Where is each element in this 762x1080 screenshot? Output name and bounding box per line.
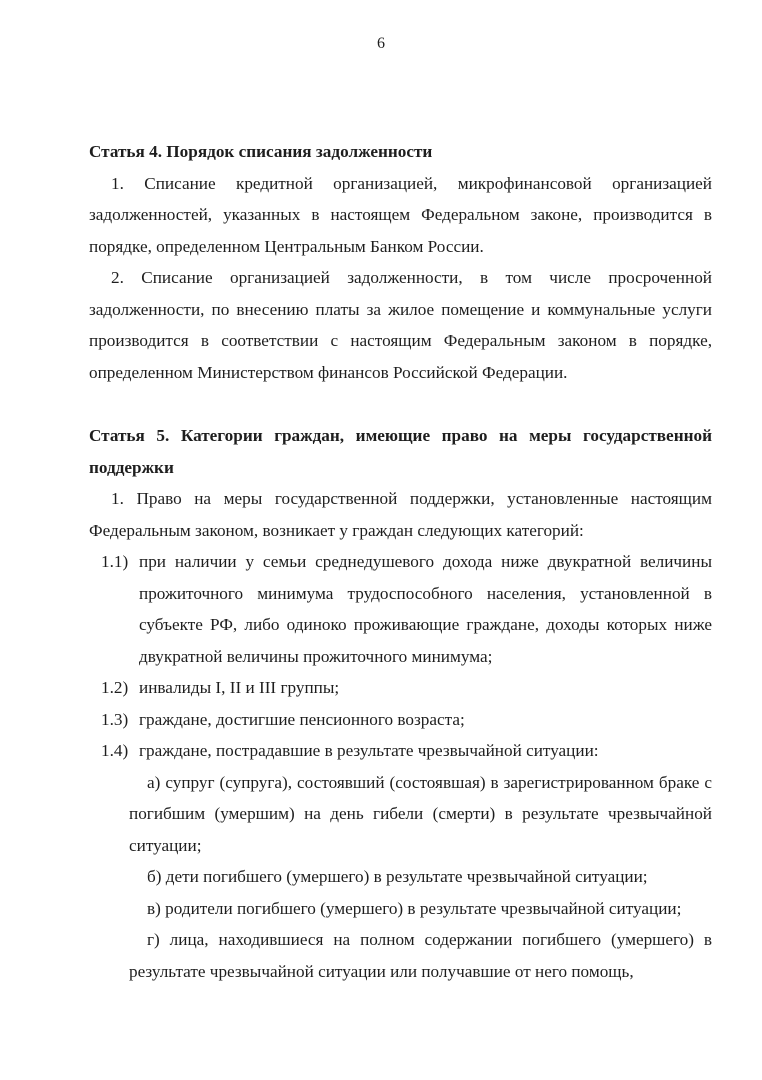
sub-item-b: б) дети погибшего (умершего) в результате чрезвычайной ситуации; [147, 867, 648, 886]
sub-item-a: а) супруг (супруга), состоявший (состоявшая) в зарегистрированном браке с погибшим (умершим) на день гибели (смерти) в результате чрезвычайной ситуации; [129, 772, 712, 855]
page-number: 6 [377, 35, 385, 52]
section-spacer [89, 388, 712, 420]
list-item-number: 1.4) [101, 741, 129, 760]
article-4-heading: Статья 4. Порядок списания задолженности [89, 142, 433, 161]
article-5 [89, 420, 712, 987]
list-item-number: 1.2) [101, 678, 129, 697]
article-4 [89, 136, 712, 388]
list-item-number: 1.3) [101, 709, 129, 729]
document-body [89, 136, 712, 987]
list-item-text: граждане, достигшие пенсионного возраста; [139, 709, 465, 729]
article-5-heading: Статья 5. Категории граждан, имеющие право на меры государственной поддержки [89, 426, 712, 477]
article-4-paragraph-2: 2. Списание организацией задолженности, в том числе просроченной задолженности, по внесению платы за жилое помещение и коммунальные услуги производится в соответствии с настоящим Федеральным законом в порядке, определенном Министерством финансов Российской Федерации. [89, 268, 712, 382]
list-item [89, 672, 712, 704]
list-item [89, 735, 712, 767]
list-item [89, 704, 712, 736]
list-item-text: граждане, пострадавшие в результате чрезвычайной ситуации: [139, 741, 599, 760]
article-5-intro: 1. Право на меры государственной поддержки, установленные настоящим Федеральным законом, возникает у граждан следующих категорий: [89, 489, 712, 540]
list-item-text: инвалиды I, II и III группы; [139, 678, 340, 697]
sub-item-g: г) лица, находившиеся на полном содержании погибшего (умершего) в результате чрезвычайной ситуации или получавшие от него помощь, [129, 930, 712, 981]
list-item [89, 546, 712, 672]
list-item-text: при наличии у семьи среднедушевого дохода ниже двукратной величины прожиточного минимума трудоспособного населения, установленной в субъекте РФ, либо одиноко проживающие граждане, доходы которых ниже двукратной величины прожиточного минимума; [139, 552, 712, 666]
sub-item-v: в) родители погибшего (умершего) в результате чрезвычайной ситуации; [147, 898, 682, 918]
list-item-number: 1.1) [101, 552, 129, 571]
article-4-paragraph-1: 1. Списание кредитной организацией, микрофинансовой организацией задолженностей, указанных в настоящем Федеральном законе, производится в порядке, определенном Центральным Банком России. [89, 173, 712, 256]
